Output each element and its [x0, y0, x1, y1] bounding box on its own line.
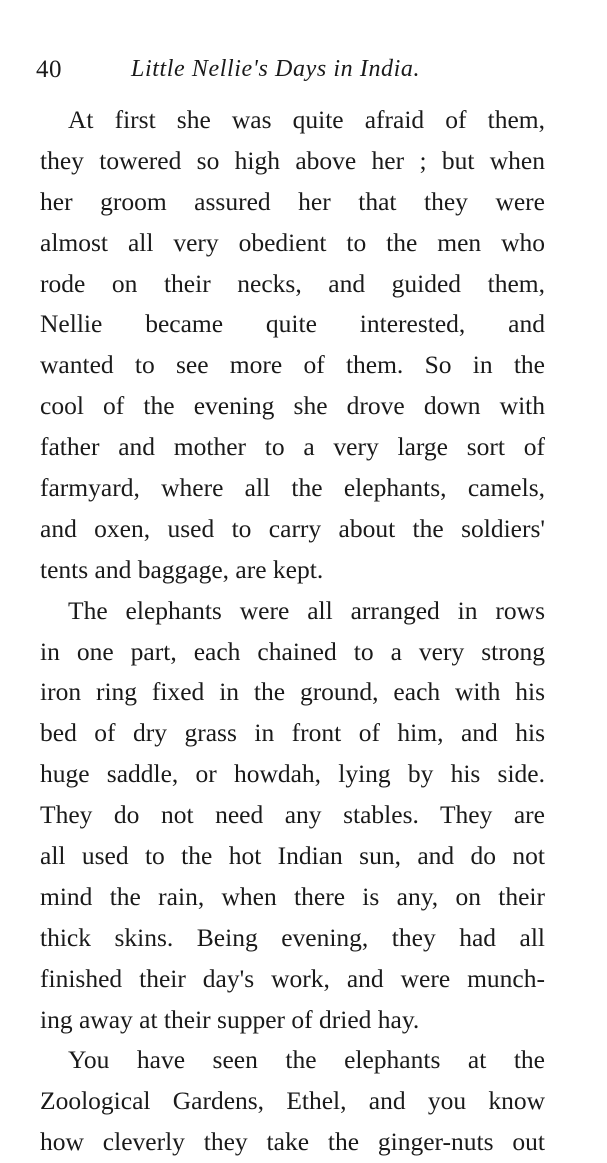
text-line: rode on their necks, and guided them,: [40, 268, 545, 298]
text-line: Zoological Gardens, Ethel, and you know: [40, 1086, 545, 1116]
text-line: iron ring fixed in the ground, each with his: [40, 677, 545, 707]
text-line: At first she was quite afraid of them,: [68, 105, 545, 134]
text-line: thick skins. Being evening, they had all: [40, 922, 545, 952]
page-number: 40: [36, 56, 62, 83]
text-line: bed of dry grass in front of him, and his: [40, 718, 545, 748]
text-line: father and mother to a very large sort of: [40, 432, 545, 462]
text-line: almost all very obedient to the men who: [40, 227, 545, 257]
text-line: wanted to see more of them. So in the: [40, 350, 545, 380]
text-line: mind the rain, when there is any, on their: [40, 881, 545, 911]
text-line: how cleverly they take the ginger-nuts out: [40, 1127, 545, 1157]
text-line: ing away at their supper of dried hay.: [40, 1004, 420, 1034]
text-line: her groom assured her that they were: [40, 186, 545, 216]
text-line: huge saddle, or howdah, lying by his side.: [40, 759, 545, 789]
text-line: in one part, each chained to a very strong: [40, 636, 545, 666]
text-line: all used to the hot Indian sun, and do not: [40, 841, 545, 871]
text-line: Nellie became quite interested, and: [40, 309, 545, 339]
running-title: Little Nellie's Days in India.: [131, 56, 421, 82]
text-line: The elephants were all arranged in rows: [68, 595, 545, 625]
body-text: [40, 100, 545, 1163]
text-line: tents and baggage, are kept.: [40, 554, 324, 584]
text-line: finished their day's work, and were munch-: [40, 963, 545, 993]
text-line: they towered so high above her ; but when: [40, 145, 545, 175]
text-line: and oxen, used to carry about the soldiers': [40, 513, 545, 543]
text-line: They do not need any stables. They are: [40, 800, 545, 830]
text-line: You have seen the elephants at the: [68, 1045, 545, 1075]
text-line: farmyard, where all the elephants, camels,: [40, 473, 545, 503]
page-header: [36, 56, 556, 90]
text-line: cool of the evening she drove down with: [40, 391, 545, 421]
